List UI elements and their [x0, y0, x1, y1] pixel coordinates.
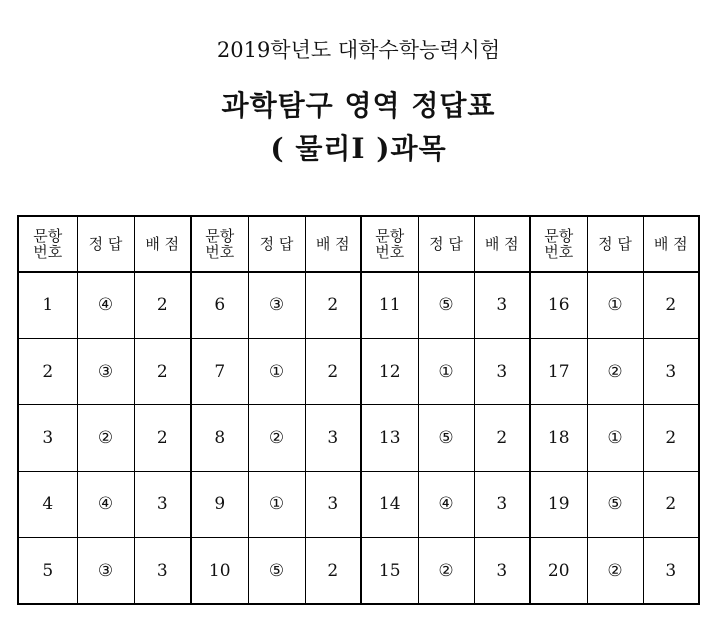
question-number: 5	[18, 538, 77, 604]
score-points: 3	[643, 538, 699, 604]
question-number: 7	[191, 338, 248, 404]
column-header-number-line2: 번호	[205, 243, 235, 261]
score-points: 3	[134, 471, 191, 537]
correct-answer: ①	[587, 405, 643, 471]
column-header-number	[361, 216, 418, 272]
answer-table-body	[18, 272, 699, 604]
column-header-number-line2: 번호	[33, 243, 63, 261]
correct-answer: ③	[248, 272, 305, 338]
column-header-answer: 정 답	[77, 216, 134, 272]
score-points: 2	[474, 405, 530, 471]
table-row	[18, 471, 699, 537]
table-row	[18, 338, 699, 404]
subject-title: ( 물리Ⅰ )과목	[270, 132, 447, 165]
column-header-score: 배 점	[474, 216, 530, 272]
exam-year-title: 2019학년도 대학수학능력시험	[216, 38, 501, 62]
score-points: 2	[305, 538, 361, 604]
correct-answer: ⑤	[418, 272, 474, 338]
correct-answer: ③	[77, 338, 134, 404]
question-number: 12	[361, 338, 418, 404]
correct-answer: ④	[77, 471, 134, 537]
column-header-number-line1: 문항	[375, 227, 405, 245]
score-points: 2	[643, 405, 699, 471]
score-points: 3	[474, 272, 530, 338]
score-points: 3	[474, 471, 530, 537]
score-points: 2	[643, 272, 699, 338]
question-number: 3	[18, 405, 77, 471]
question-number: 15	[361, 538, 418, 604]
table-row	[18, 272, 699, 338]
question-number: 6	[191, 272, 248, 338]
correct-answer: ①	[248, 338, 305, 404]
correct-answer: ④	[77, 272, 134, 338]
question-number: 4	[18, 471, 77, 537]
table-row	[18, 538, 699, 604]
column-header-number-line2: 번호	[544, 243, 574, 261]
column-header-answer: 정 답	[587, 216, 643, 272]
score-points: 2	[305, 338, 361, 404]
correct-answer: ①	[248, 471, 305, 537]
question-number: 16	[530, 272, 587, 338]
correct-answer: ⑤	[418, 405, 474, 471]
answer-sheet-title: 과학탐구 영역 정답표	[221, 89, 496, 122]
column-header-number-line2: 번호	[375, 243, 405, 261]
column-header-score: 배 점	[134, 216, 191, 272]
column-header-number-line1: 문항	[205, 227, 235, 245]
header-row	[18, 216, 699, 272]
score-points: 3	[474, 538, 530, 604]
score-points: 2	[134, 338, 191, 404]
question-number: 20	[530, 538, 587, 604]
correct-answer: ①	[418, 338, 474, 404]
correct-answer: ②	[248, 405, 305, 471]
question-number: 1	[18, 272, 77, 338]
question-number: 19	[530, 471, 587, 537]
score-points: 2	[134, 272, 191, 338]
column-header-answer: 정 답	[248, 216, 305, 272]
score-points: 3	[305, 471, 361, 537]
column-header-number-line1: 문항	[544, 227, 574, 245]
table-row	[18, 405, 699, 471]
question-number: 18	[530, 405, 587, 471]
question-number: 2	[18, 338, 77, 404]
correct-answer: ⑤	[248, 538, 305, 604]
correct-answer: ③	[77, 538, 134, 604]
question-number: 8	[191, 405, 248, 471]
column-header-number	[18, 216, 77, 272]
question-number: 14	[361, 471, 418, 537]
question-number: 13	[361, 405, 418, 471]
column-header-score: 배 점	[305, 216, 361, 272]
correct-answer: ⑤	[587, 471, 643, 537]
column-header-number	[191, 216, 248, 272]
correct-answer: ④	[418, 471, 474, 537]
score-points: 2	[134, 405, 191, 471]
question-number: 10	[191, 538, 248, 604]
correct-answer: ②	[77, 405, 134, 471]
column-header-score: 배 점	[643, 216, 699, 272]
correct-answer: ①	[587, 272, 643, 338]
answer-table	[17, 215, 700, 605]
score-points: 3	[643, 338, 699, 404]
column-header-number-line1: 문항	[33, 227, 63, 245]
question-number: 11	[361, 272, 418, 338]
column-header-number	[530, 216, 587, 272]
correct-answer: ②	[418, 538, 474, 604]
score-points: 3	[134, 538, 191, 604]
column-header-answer: 정 답	[418, 216, 474, 272]
score-points: 3	[305, 405, 361, 471]
correct-answer: ②	[587, 538, 643, 604]
question-number: 9	[191, 471, 248, 537]
score-points: 2	[305, 272, 361, 338]
score-points: 2	[643, 471, 699, 537]
question-number: 17	[530, 338, 587, 404]
score-points: 3	[474, 338, 530, 404]
correct-answer: ②	[587, 338, 643, 404]
